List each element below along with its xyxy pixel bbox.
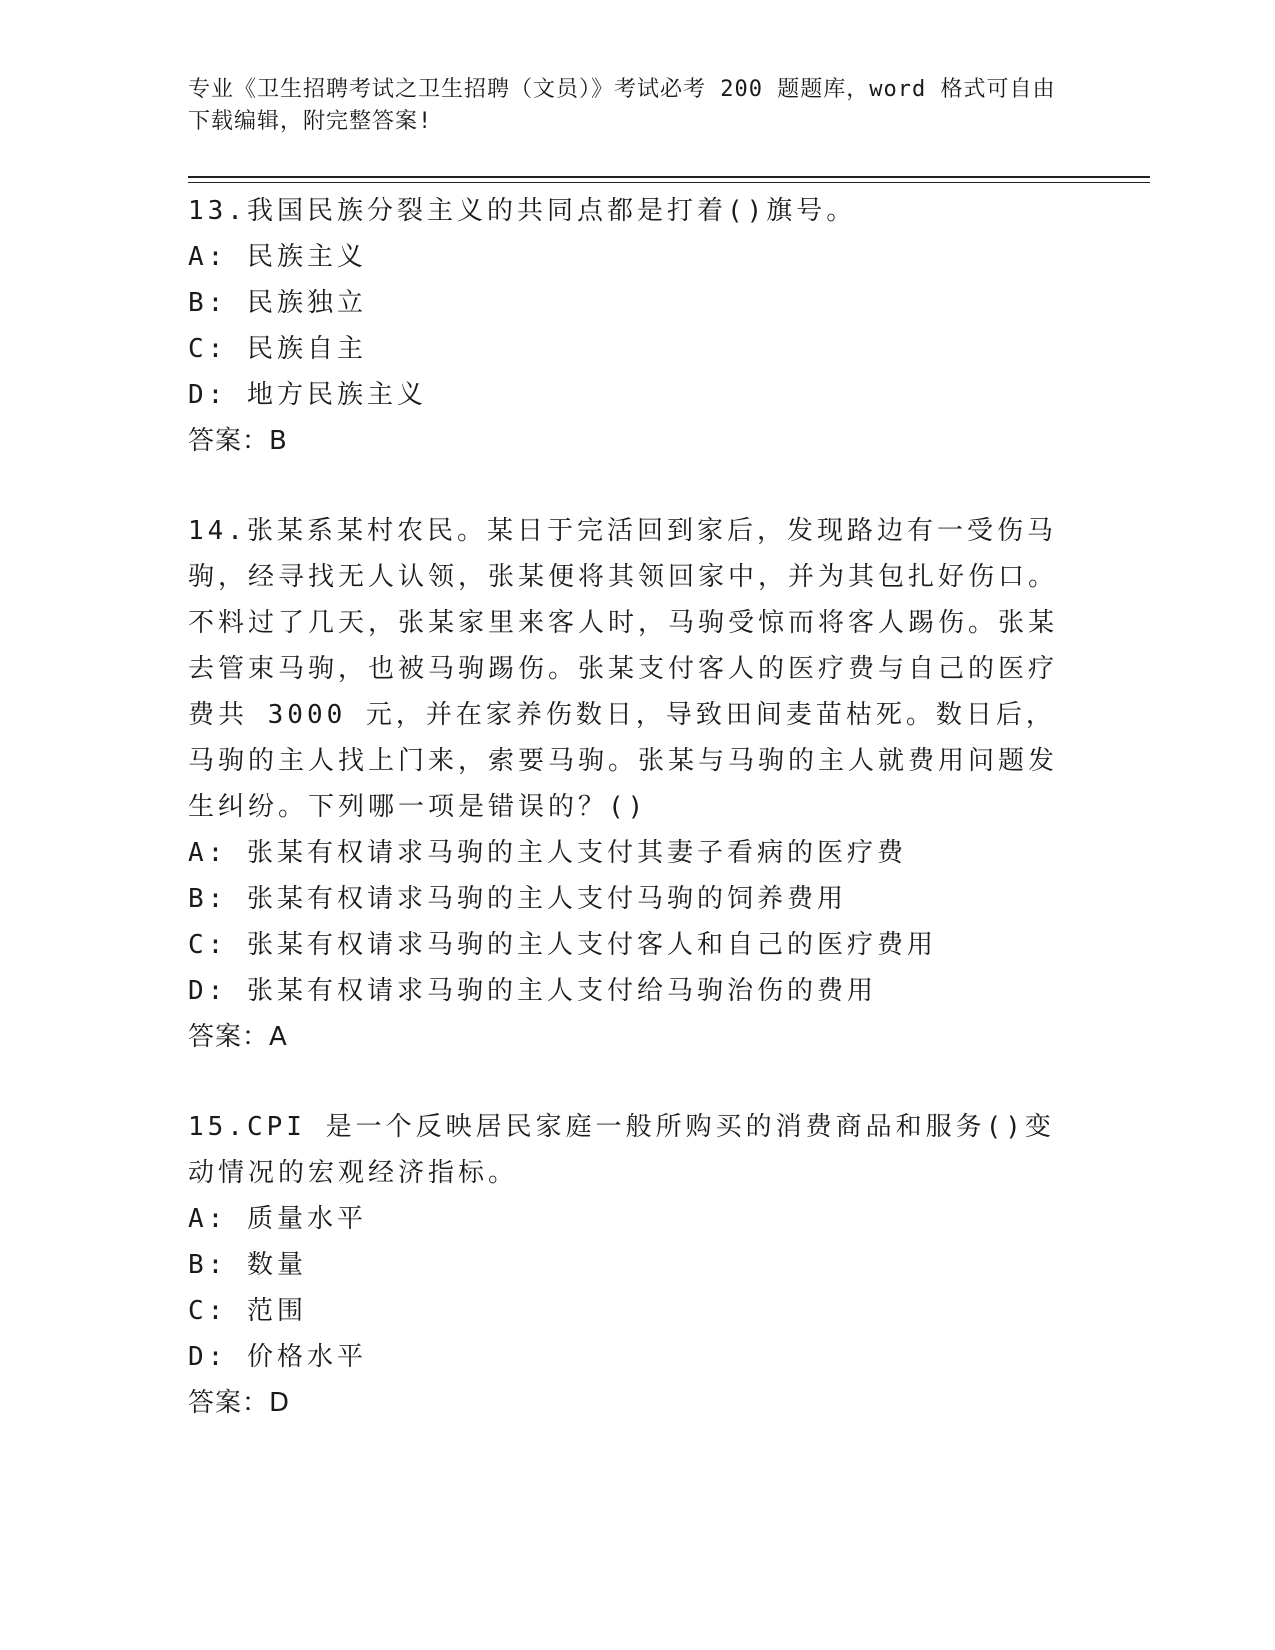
- option-c: [188, 326, 1078, 372]
- option-text: 数量: [246, 1250, 307, 1280]
- option-c: [188, 922, 1078, 968]
- header-divider-thin: [188, 182, 1150, 183]
- answer-line: 答案：B: [188, 426, 288, 456]
- option-text: 质量水平: [246, 1204, 367, 1234]
- question-15: [188, 1104, 1078, 1426]
- option-text: 张某有权请求马驹的主人支付马驹的饲养费用: [246, 884, 847, 914]
- option-letter: C:: [188, 334, 228, 364]
- option-letter: A:: [188, 242, 228, 272]
- question-stem: 15.CPI 是一个反映居民家庭一般所购买的消费商品和服务()变动情况的宏观经济指标。: [188, 1112, 1055, 1188]
- answer-line: 答案：A: [188, 1022, 288, 1052]
- option-letter: D:: [188, 380, 228, 410]
- option-b: [188, 1242, 1078, 1288]
- option-b: [188, 876, 1078, 922]
- option-text: 张某有权请求马驹的主人支付客人和自己的医疗费用: [246, 930, 937, 960]
- option-letter: A:: [188, 1204, 228, 1234]
- option-letter: C:: [188, 1296, 228, 1326]
- option-text: 范围: [246, 1296, 307, 1326]
- header-divider-thick: [188, 176, 1150, 178]
- option-text: 民族主义: [246, 242, 367, 272]
- question-stem: 14.张某系某村农民。某日于完活回到家后，发现路边有一受伤马驹，经寻找无人认领，张某便将其领回家中，并为其包扎好伤口。不料过了几天，张某家里来客人时，马驹受惊而将客人踢伤。张某去管束马驹，也被马驹踢伤。张某支付客人的医疗费与自己的医疗费共 3000 元，并在家养伤数日，导致田间麦苗枯死。数日后，马驹的主人找上门来，索要马驹。张某与马驹的主人就费用问题发生纠纷。下列哪一项是错误的？(): [188, 516, 1059, 822]
- option-letter: A:: [188, 838, 228, 868]
- question-stem: 13.我国民族分裂主义的共同点都是打着()旗号。: [188, 196, 857, 226]
- option-c: [188, 1288, 1078, 1334]
- option-letter: B:: [188, 884, 228, 914]
- option-d: [188, 968, 1078, 1014]
- option-b: [188, 280, 1078, 326]
- option-text: 张某有权请求马驹的主人支付其妻子看病的医疗费: [246, 838, 907, 868]
- option-text: 地方民族主义: [246, 380, 427, 410]
- option-d: [188, 1334, 1078, 1380]
- option-text: 张某有权请求马驹的主人支付给马驹治伤的费用: [246, 976, 877, 1006]
- option-letter: D:: [188, 1342, 228, 1372]
- option-letter: D:: [188, 976, 228, 1006]
- question-13: [188, 188, 1078, 464]
- option-text: 价格水平: [246, 1342, 367, 1372]
- question-list: [188, 188, 1078, 1426]
- question-14: [188, 508, 1078, 1060]
- option-letter: B:: [188, 1250, 228, 1280]
- option-a: [188, 1196, 1078, 1242]
- document-header: 专业《卫生招聘考试之卫生招聘（文员）》考试必考 200 题题库，word 格式可自由下载编辑，附完整答案!: [188, 77, 1056, 134]
- answer-line: 答案：D: [188, 1388, 291, 1418]
- option-letter: C:: [188, 930, 228, 960]
- option-text: 民族独立: [246, 288, 367, 318]
- option-a: [188, 830, 1078, 876]
- option-text: 民族自主: [246, 334, 367, 364]
- option-letter: B:: [188, 288, 228, 318]
- option-a: [188, 234, 1078, 280]
- option-d: [188, 372, 1078, 418]
